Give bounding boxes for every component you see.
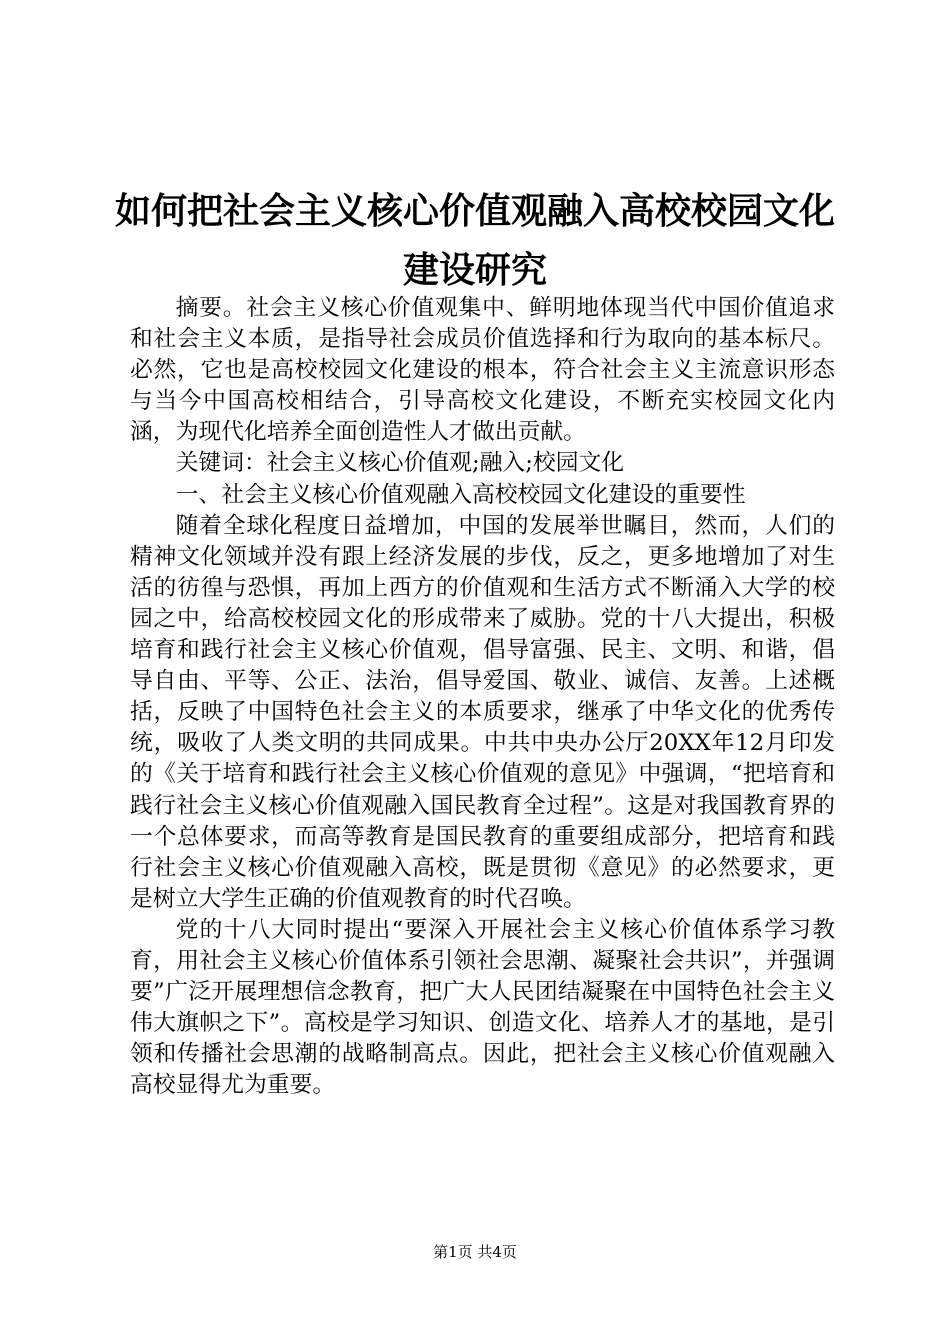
document-body	[130, 293, 835, 1101]
abstract-paragraph: 摘要。社会主义核心价值观集中、鲜明地体现当代中国价值追求和社会主义本质，是指导社会成员价值选择和行为取向的基本标尺。必然，它也是高校校园文化建设的根本，符合社会主义主流意识形态与当今中国高校相结合，引导高校文化建设，不断充实校园文化内涵，为现代化培养全面创造性人才做出贡献。	[130, 295, 835, 446]
keywords-paragraph: 关键词：社会主义核心价值观;融入;校园文化	[175, 450, 625, 477]
body-paragraph: 党的十八大同时提出“要深入开展社会主义核心价值体系学习教育，用社会主义核心价值体系引领社会思潮、凝聚社会共识”，并强调要”广泛开展理想信念教育，把广大人民团结凝聚在中国特色社会主义伟大旗帜之下”。高校是学习知识、创造文化、培养人才的基地，是引领和传播社会思潮的战略制高点。因此，把社会主义核心价值观融入高校显得尤为重要。	[130, 916, 835, 1099]
document-title-line-2: 建设研究	[402, 250, 547, 291]
page-footer: 第1页 共4页	[433, 1243, 517, 1261]
section-heading: 一、社会主义核心价值观融入高校校园文化建设的重要性	[175, 481, 746, 508]
document-title-line-1: 如何把社会主义核心价值观融入高校校园文化	[114, 191, 835, 232]
body-paragraph: 随着全球化程度日益增加，中国的发展举世瞩目，然而，人们的精神文化领域并没有跟上经济发展的步伐，反之，更多地增加了对生活的彷徨与恐惧，再加上西方的价值观和生活方式不断涌入大学的校园之中，给高校校园文化的形成带来了威胁。党的十八大提出，积极培育和践行社会主义核心价值观，倡导富强、民主、文明、和谐，倡导自由、平等、公正、法治，倡导爱国、敬业、诚信、友善。上述概括，反映了中国特色社会主义的本质要求，继承了中华文化的优秀传统，吸收了人类文明的共同成果。中共中央办公厅20XX年12月印发的《关于培育和践行社会主义核心价值观的意见》中强调，“把培育和践行社会主义核心价值观融入国民教育全过程”。这是对我国教育界的一个总体要求，而高等教育是国民教育的重要组成部分，把培育和践行社会主义核心价值观融入高校，既是贯彻《意见》的必然要求，更是树立大学生正确的价值观教育的时代召唤。	[130, 512, 835, 912]
